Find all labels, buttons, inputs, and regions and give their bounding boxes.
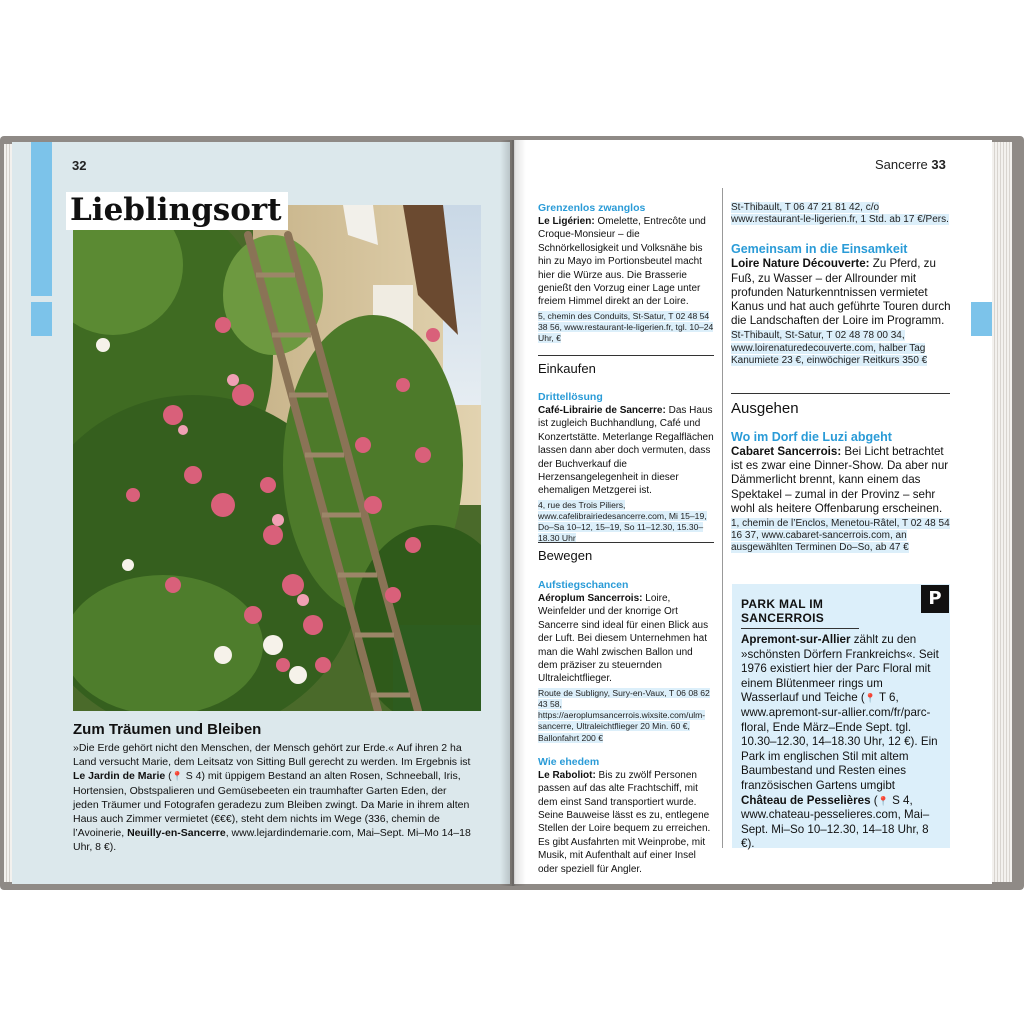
column-divider — [722, 188, 723, 848]
entry-info: Route de Subligny, Sury-en-Vaux, T 06 08 62 43 58, https://aeroplumsancerrois.wixsite.com/ulm-sancerre, Ultraleichtflieger 20 Min. 60 €, Ballonfahrt 200 € — [538, 687, 710, 743]
rose-garden-photo — [73, 205, 481, 711]
box-title-rule — [741, 628, 859, 629]
page-edges-left — [4, 144, 12, 882]
entry-info: St-Thibault, T 06 47 21 81 42, c/o www.restaurant-le-ligerien.fr, 1 Std. ab 17 €/Pers. — [731, 202, 949, 226]
page-edges-right — [992, 142, 1012, 882]
category-heading: Wie ehedem — [538, 755, 600, 768]
entry-info: 1, chemin de l’Enclos, Menetou-Râtel, T 02 48 54 16 37, www.cabaret-sancerrois.com, an ausgewählten Terminen Do–So, ab 47 € — [731, 518, 950, 554]
article-body: »Die Erde gehört nicht den Menschen, der Mensch gehört zur Erde.« Auf ihren 2 ha Land versucht Marie, dem Leitsatz von Sitting Bull gerecht zu werden. Im Ergebnis ist Le Jardin de Marie (📍 S 4) mit üppigem Bestand an alten Rosen, Schneeball, Iris, Hortensien, Obstspalieren und Gemüsebeeten ein traumhafter Garten Eden, der jeden Träumer und Fotografen geradezu zum Bleiben zwingt. Da Marie in ihrem alten Haus auch Zimmer vermietet (€€€), steht dem nichts im Wege (336, chemin de l’Avoinerie, Neuilly-en-Sancerre, www.lejardindemarie.com, Mai–Sept. Mi–Mo 14–18 Uhr, 8 €). — [73, 742, 471, 854]
right-column-2-nightlife — [731, 430, 951, 555]
article-subheading: Zum Träumen und Bleiben — [73, 721, 262, 738]
right-column-1-shopping — [538, 391, 714, 545]
map-pin-icon: 📍 — [171, 771, 183, 782]
right-page-header — [875, 157, 946, 172]
right-column-1-activities — [538, 579, 714, 876]
category-heading: Gemeinsam in die Einsamkeit — [731, 242, 908, 257]
section-heading-bewegen: Bewegen — [538, 542, 714, 563]
category-heading: Drittellösung — [538, 391, 603, 403]
right-page-number: 33 — [931, 157, 946, 172]
header-place: Sancerre — [875, 157, 928, 172]
thumb-tab-left-small — [31, 302, 52, 336]
entry-text: Loire Nature Découverte: Zu Pferd, zu Fuß, zu Wasser – der Allrounder mit profunden Naturkenntnissen vermietet Kanus und hat auch geführte Touren durch die Landschaften der Loire im Programm. — [731, 257, 951, 328]
box-body: Apremont-sur-Allier zählt zu den »schönsten Dörfern Frankreichs«. Seit 1976 existiert hier der Parc Floral mit einem Blütenmeer rings um Wasserlauf und Teiche (📍 T 6, www.apremont-sur-allier.com/fr/parc-floral, Ende März–Ende Sept. tgl. 10.30–12.30, 14–18.30 Uhr, 12 €). Ein Park im englischen Stil mit altem Baumbestand und Resten eines französischen Gartens umgibt Château de Pesselières (📍 S 4, www.chateau-pesselieres.com, Mai–Sept. Mi–So 10–12.30, 14–18 Uhr, 8 €). — [741, 633, 939, 851]
category-heading: Wo im Dorf die Luzi abgeht — [731, 430, 892, 444]
right-column-2 — [731, 202, 951, 367]
entry-text: Café-Librairie de Sancerre: Das Haus ist zugleich Buchhandlung, Café und Konzertstätte. Meterlange Regalflächen lassen dann aber doch vermuten, dass der Buchverkauf die Herzensangelegenheit in dieser ehemaligen Metzgerei ist. — [538, 405, 714, 497]
thumb-tab-left-large — [31, 142, 52, 296]
map-pin-icon: 📍 — [877, 795, 889, 806]
thumb-tab-right — [971, 302, 992, 336]
book-spine-shadow — [500, 140, 526, 886]
section-heading-einkaufen: Einkaufen — [538, 355, 714, 376]
page-heading: Lieblingsort — [66, 192, 288, 230]
entry-info: 5, chemin des Conduits, St-Satur, T 02 48 54 38 56, www.restaurant-le-ligerien.fr, tgl. 10–24 Uhr, € — [538, 310, 714, 344]
entry-text: Le Ligérien: Omelette, Entrecôte und Croque-Monsieur – die Schnörkellosigkeit und Volksnähe bis hin zu Mayo im Portionsbeutel macht hier die Würze aus. Die Brasserie genießt den Vorzug einer Lage unter freiem Himmel direkt an der Loire. — [538, 216, 706, 308]
entry-text: Le Raboliot: Bis zu zwölf Personen passen auf das alte Frachtschiff, mit dem einst Sand transportiert wurde. Seine Bauweise lässt es zu, entlegene Stellen der Loire bequem zu erreichen. Es gibt Ausfahrten mit Weinprobe, mit Musik, mit Aufenthalt auf einer Insel oder speziell für Angler. — [538, 769, 711, 875]
category-heading: Aufstiegschancen — [538, 579, 629, 591]
left-page-number: 32 — [72, 158, 87, 173]
entry-text: Aéroplum Sancerrois: Loire, Weinfelder und der knorrige Ort Sancerre sind ideal für einen Blick aus der Luft. Bei diesem Unternehmen hat man die Wahl zwischen Ballon und dem präziser zu steuernden Ultraleichtflieger. — [538, 593, 709, 685]
entry-info: St-Thibault, St-Satur, T 02 48 78 00 34, www.loirenaturedecouverte.com, halber Tag Kanumiete 23 €, einwöchiger Reitkurs 350 € — [731, 330, 928, 366]
section-heading-ausgehen: Ausgehen — [731, 393, 950, 417]
map-pin-icon: 📍 — [864, 693, 876, 704]
entry-info: 4, rue des Trois Piliers, www.cafelibrairiedesancerre.com, Mi 15–19, Do–Sa 10–12, 15–19, So 11–12.30, 15.30–18.30 Uhr — [538, 499, 707, 544]
p-badge-icon: P — [921, 585, 949, 613]
category-heading: Grenzenlos zwanglos — [538, 202, 646, 214]
right-column-1 — [538, 202, 714, 344]
entry-text: Cabaret Sancerrois: Bei Licht betrachtet ist es zwar eine Dinner-Show. Da aber nur Dämmerlicht brennt, kann einem das Spektakel – zumal in der Provinz – sehr wohl als heitere Offenbarung erscheinen. — [731, 445, 949, 515]
box-title: PARK MAL IM SANCERROIS — [741, 597, 825, 625]
